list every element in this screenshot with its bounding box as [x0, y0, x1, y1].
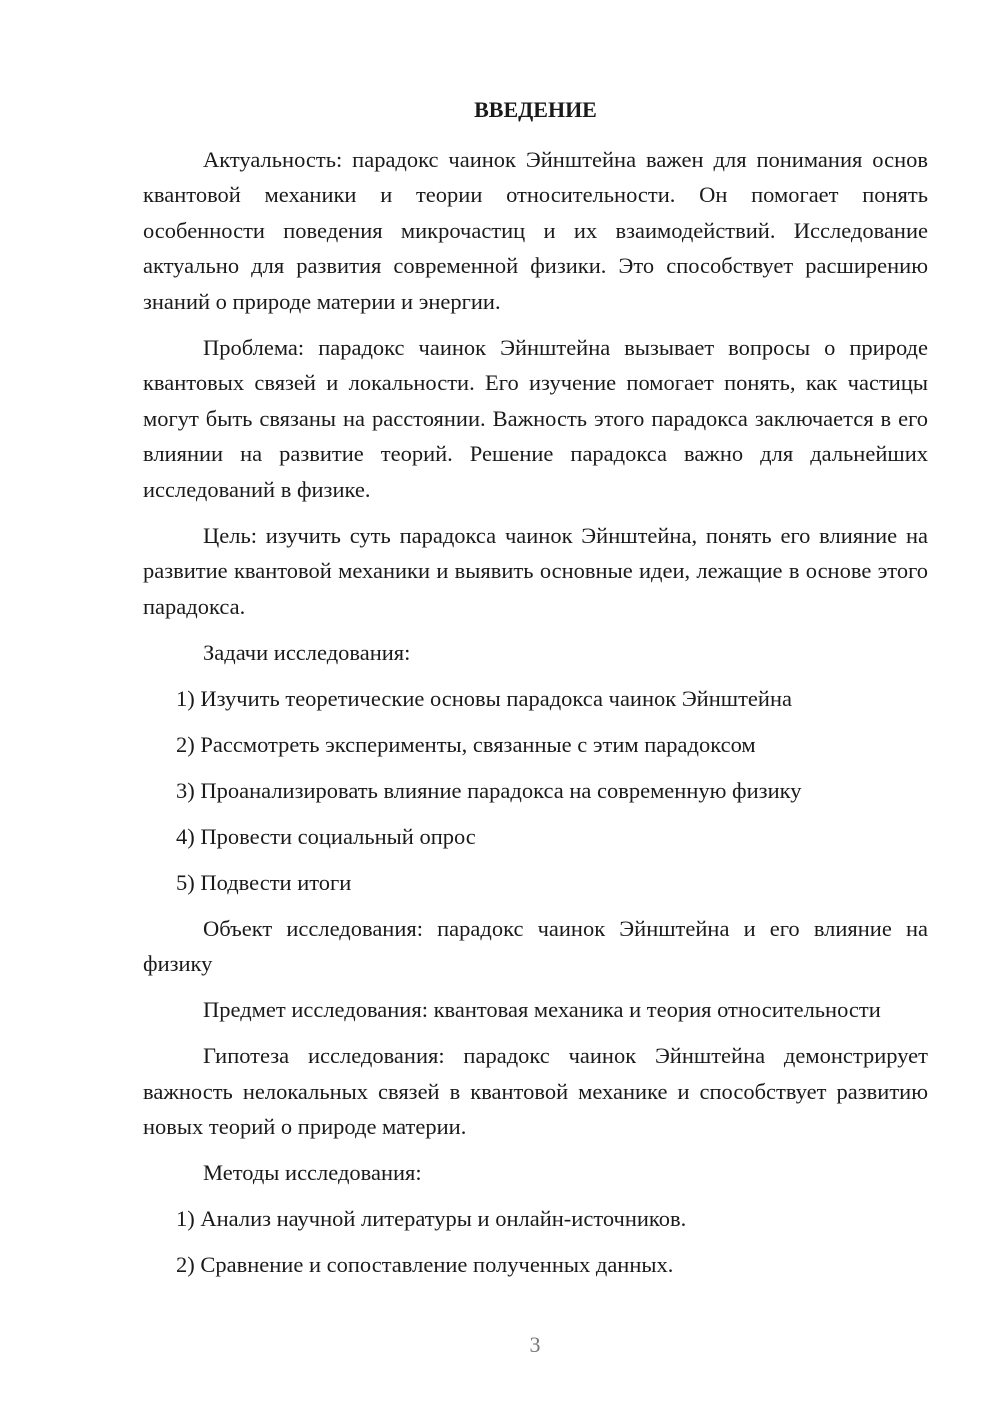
list-item: 5) Подвести итоги [176, 869, 352, 895]
hypothesis-paragraph: Гипотеза исследования: парадокс чаинок Эйнштейна демонстрирует важность нелокальных связей в квантовой механике и способствует развитию новых теорий о природе материи. [143, 1043, 928, 1139]
list-item: 1) Изучить теоретические основы парадокса чаинок Эйнштейна [176, 685, 792, 711]
list-item: 1) Анализ научной литературы и онлайн-источников. [176, 1206, 687, 1231]
list-item: 3) Проанализировать влияние парадокса на современную физику [176, 777, 802, 803]
subject-paragraph: Предмет исследования: квантовая механика и теория относительности [203, 997, 881, 1022]
object-paragraph: Объект исследования: парадокс чаинок Эйнштейна и его влияние на физику [143, 915, 928, 976]
list-item: 2) Сравнение и сопоставление полученных данных. [176, 1252, 674, 1277]
relevance-paragraph: Актуальность: парадокс чаинок Эйнштейна важен для понимания основ квантовой механики и теории относительности. Он помогает понять особенности поведения микрочастиц и их взаимодействий. Исследование актуально для развития современной физики. Это способствует расширению знаний о природе материи и энергии. [143, 146, 928, 314]
tasks-list [143, 681, 928, 901]
section-title: ВВЕДЕНИЕ [474, 97, 597, 122]
methods-heading: Методы исследования: [203, 1160, 422, 1185]
methods-list [143, 1201, 928, 1283]
problem-paragraph: Проблема: парадокс чаинок Эйнштейна вызывает вопросы о природе квантовых связей и локальности. Его изучение помогает понять, как частицы могут быть связаны на расстоянии. Важность этого парадокса заключается в его влиянии на развитие теорий. Решение парадокса важно для дальнейших исследований в физике. [143, 334, 928, 502]
goal-paragraph: Цель: изучить суть парадокса чаинок Эйнштейна, понять его влияние на развитие квантовой механики и выявить основные идеи, лежащие в основе этого парадокса. [143, 522, 928, 619]
tasks-heading: Задачи исследования: [203, 639, 411, 665]
document-page [143, 92, 928, 1293]
page-number: 3 [529, 1332, 541, 1357]
list-item: 2) Рассмотреть эксперименты, связанные с этим парадоксом [176, 731, 756, 757]
list-item: 4) Провести социальный опрос [176, 823, 476, 849]
